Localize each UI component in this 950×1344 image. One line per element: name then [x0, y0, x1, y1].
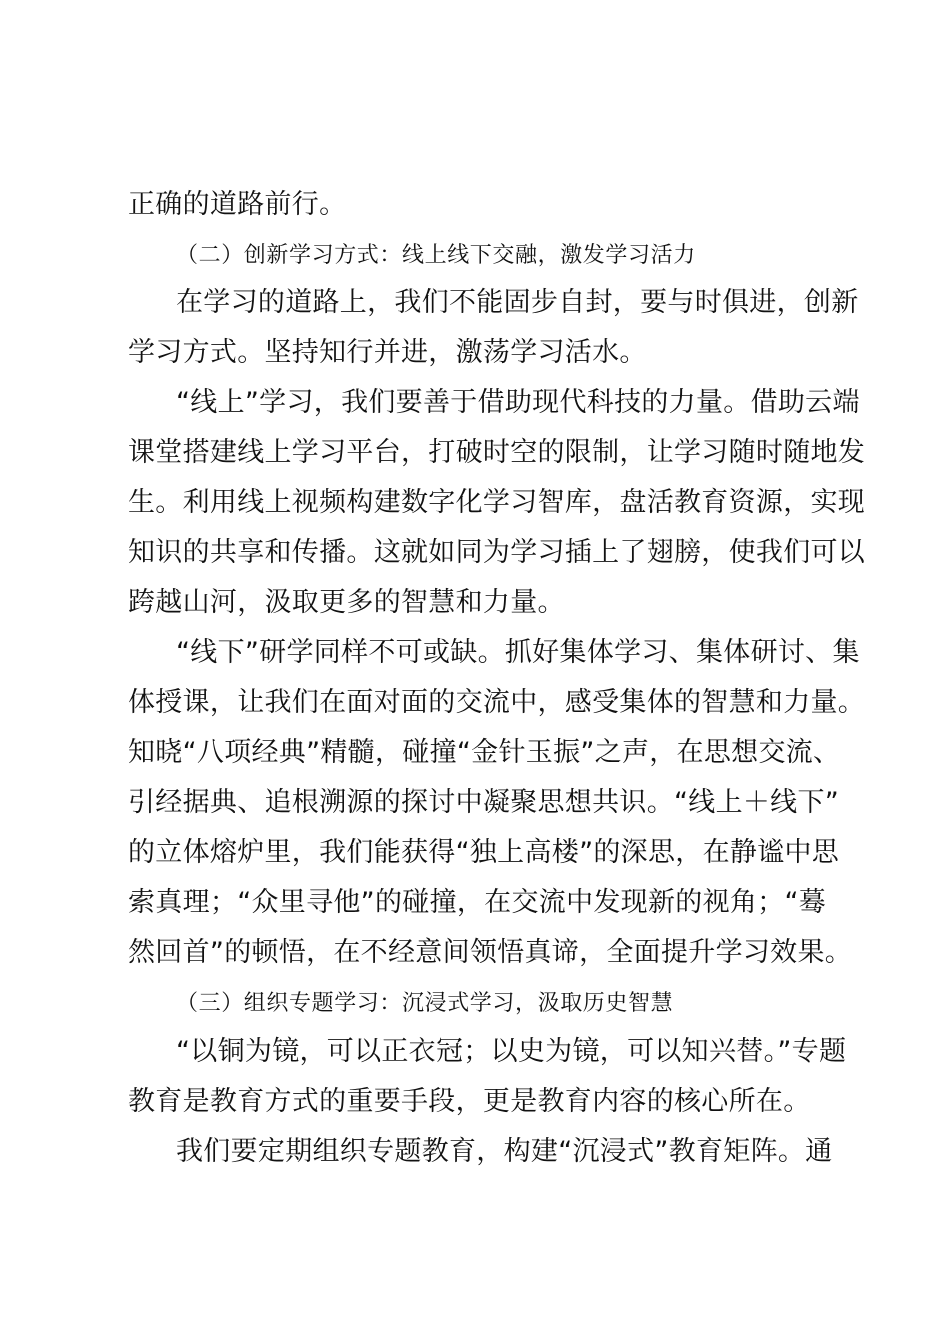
- paragraph-line: “线下”研学同样不可或缺。抓好集体学习、集体研讨、集: [176, 637, 860, 668]
- paragraph-line: 正确的道路前行。: [128, 189, 347, 220]
- paragraph-line: 我们要定期组织专题教育，构建“沉浸式”教育矩阵。通: [176, 1136, 833, 1167]
- section-heading-2: （二）创新学习方式：线上线下交融，激发学习活力: [176, 243, 696, 268]
- paragraph-line: 体授课，让我们在面对面的交流中，感受集体的智慧和力量。: [128, 687, 866, 718]
- paragraph-line: 知晓“八项经典”精髓，碰撞“金针玉振”之声，在思想交流、: [128, 737, 841, 768]
- paragraph-line: “以铜为镜，可以正衣冠；以史为镜，可以知兴替。”专题: [176, 1036, 847, 1067]
- paragraph-line: 知识的共享和传播。这就如同为学习插上了翅膀，使我们可以: [128, 537, 866, 568]
- paragraph-line: 索真理；“众里寻他”的碰撞，在交流中发现新的视角；“蓦: [128, 887, 827, 918]
- paragraph-line: 跨越山河，汲取更多的智慧和力量。: [128, 587, 565, 618]
- paragraph-line: 引经据典、追根溯源的探讨中凝聚思想共识。“线上＋线下”: [128, 787, 840, 818]
- paragraph-line: 生。利用线上视频构建数字化学习智库，盘活教育资源，实现: [128, 487, 866, 518]
- paragraph-line: 学习方式。坚持知行并进，激荡学习活水。: [128, 337, 647, 368]
- paragraph-line: 在学习的道路上，我们不能固步自封，要与时俱进，创新: [176, 287, 859, 318]
- paragraph-line: 然回首”的顿悟，在不经意间领悟真谛，全面提升学习效果。: [128, 937, 853, 968]
- paragraph-line: 的立体熔炉里，我们能获得“独上高楼”的深思，在静谧中思: [128, 837, 840, 868]
- paragraph-line: 教育是教育方式的重要手段，更是教育内容的核心所在。: [128, 1086, 811, 1117]
- paragraph-line: “线上”学习，我们要善于借助现代科技的力量。借助云端: [176, 387, 860, 418]
- paragraph-line: 课堂搭建线上学习平台，打破时空的限制，让学习随时随地发: [128, 437, 866, 468]
- section-heading-3: （三）组织专题学习：沉浸式学习，汲取历史智慧: [176, 991, 674, 1016]
